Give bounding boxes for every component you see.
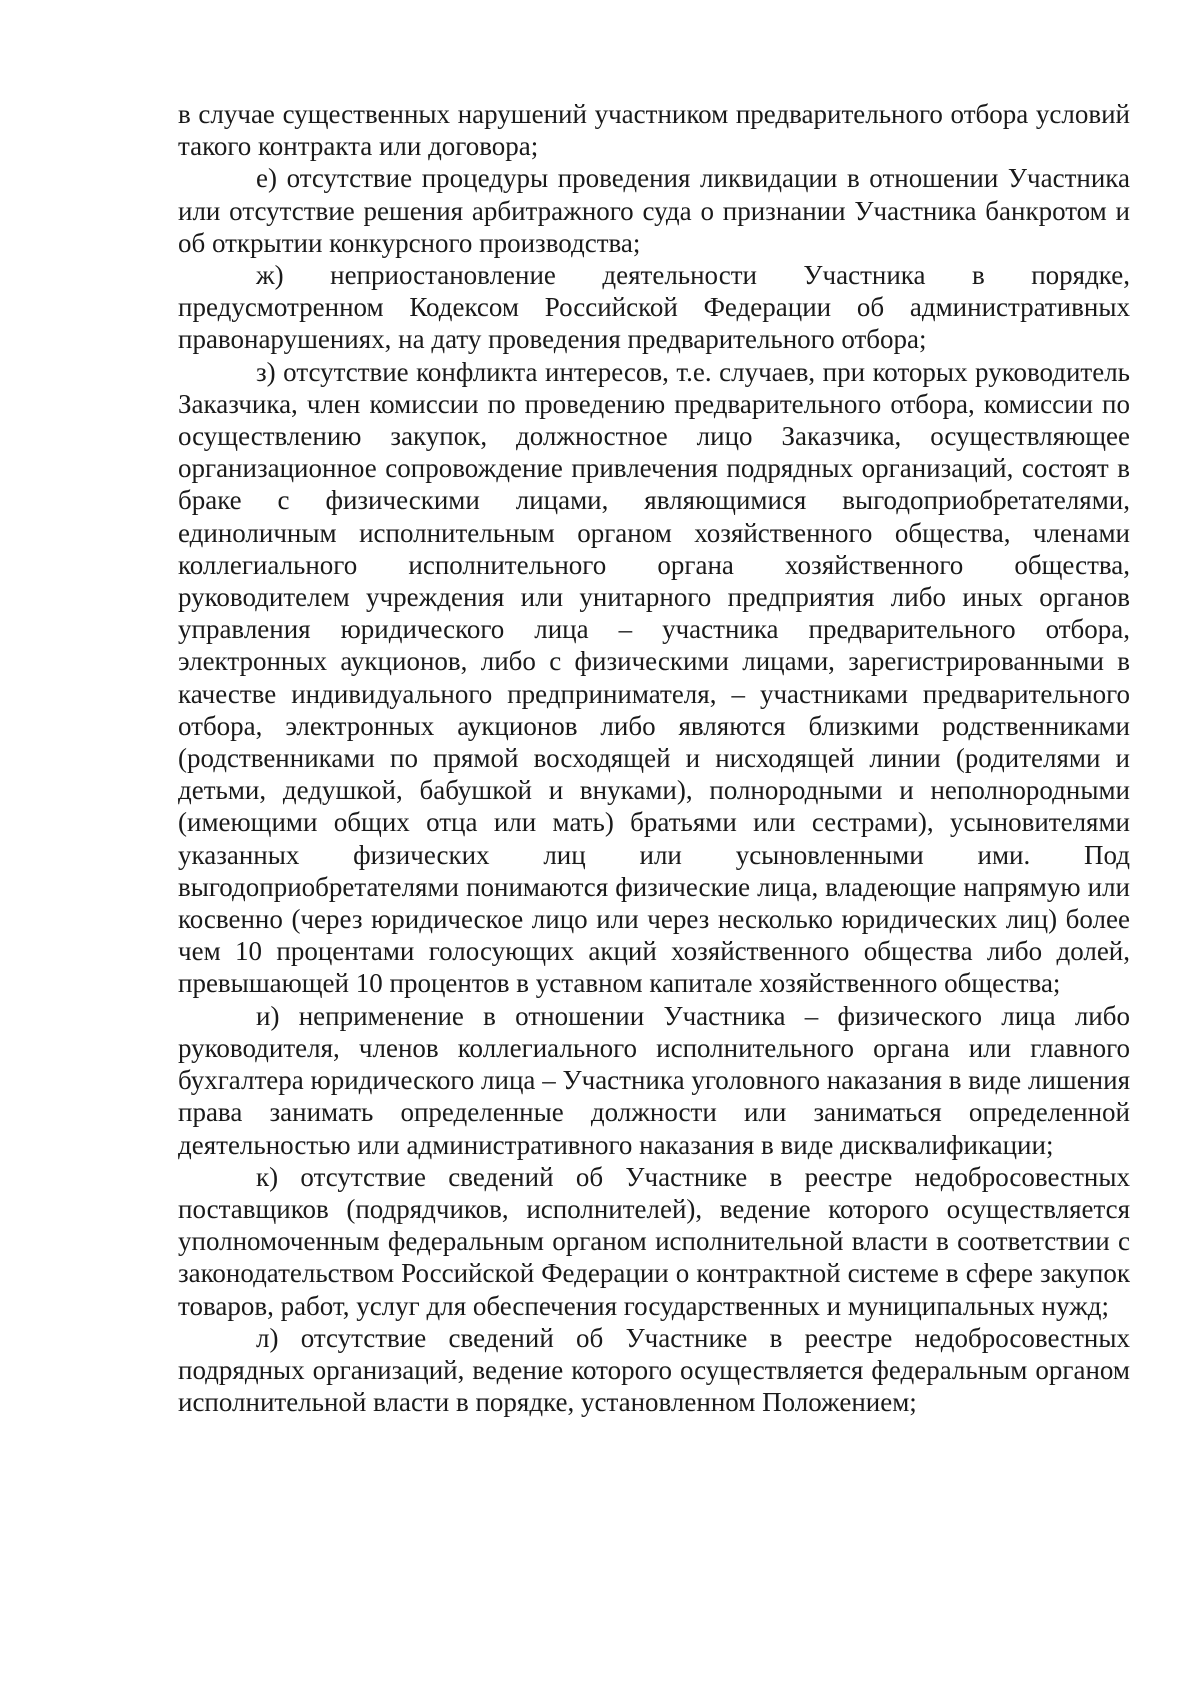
document-page: [178, 98, 1130, 1418]
paragraph-item-z: з) отсутствие конфликта интересов, т.е. случаев, при которых руководитель Заказчика, член комиссии по проведению предварительного отбора, комиссии по осуществлению закупок, должностное лицо Заказчика, осуществляющее организационное сопровождение привлечения подрядных организаций, состоят в браке с физическими лицами, являющимися выгодоприобретателями, единоличным исполнительным органом хозяйственного общества, членами коллегиального исполнительного органа хозяйственного общества, руководителем учреждения или унитарного предприятия либо иных органов управления юридического лица – участника предварительного отбора, электронных аукционов, либо с физическими лицами, зарегистрированными в качестве индивидуального предпринимателя, – участниками предварительного отбора, электронных аукционов либо являются близкими родственниками (родственниками по прямой восходящей и нисходящей линии (родителями и детьми, дедушкой, бабушкой и внуками), полнородными и неполнородными (имеющими общих отца или мать) братьями или сестрами), усыновителями указанных физических лиц или усыновленными ими. Под выгодоприобретателями понимаются физические лица, владеющие напрямую или косвенно (через юридическое лицо или через несколько юридических лиц) более чем 10 процентами голосующих акций хозяйственного общества либо долей, превышающей 10 процентов в уставном капитале хозяйственного общества;: [178, 356, 1130, 999]
paragraph-continuation: в случае существенных нарушений участником предварительного отбора условий такого контракта или договора;: [178, 99, 1130, 162]
paragraph-item-zh: ж) неприостановление деятельности Участника в порядке, предусмотренном Кодексом Российской Федерации об административных правонарушениях, на дату проведения предварительного отбора;: [178, 260, 1130, 355]
paragraph-item-i: и) неприменение в отношении Участника – физического лица либо руководителя, членов коллегиального исполнительного органа или главного бухгалтера юридического лица – Участника уголовного наказания в виде лишения права занимать определенные должности или заниматься определенной деятельностью или административного наказания в виде дисквалификации;: [178, 1000, 1130, 1160]
paragraph-item-l: л) отсутствие сведений об Участнике в реестре недобросовестных подрядных организаций, ведение которого осуществляется федеральным органом исполнительной власти в порядке, установленном Положением;: [178, 1322, 1130, 1418]
paragraph-item-k: к) отсутствие сведений об Участнике в реестре недобросовестных поставщиков (подрядчиков, исполнителей), ведение которого осуществляется уполномоченным федеральным органом исполнительной власти в соответствии с законодательством Российской Федерации о контрактной системе в сфере закупок товаров, работ, услуг для обеспечения государственных и муниципальных нужд;: [178, 1161, 1130, 1321]
paragraph-item-e: е) отсутствие процедуры проведения ликвидации в отношении Участника или отсутствие решения арбитражного суда о признании Участника банкротом и об открытии конкурсного производства;: [178, 163, 1130, 258]
